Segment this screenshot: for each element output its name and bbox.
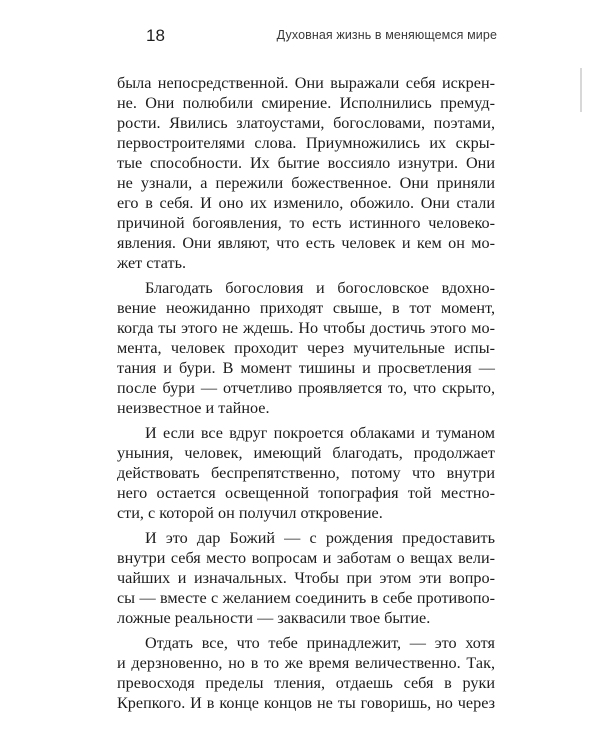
- text-line: явления. Они являют, что есть человек и кем он мо-: [117, 234, 495, 252]
- text-line: Крепкого. И в конце концов не ты говоришь, но через: [117, 694, 495, 712]
- paragraph: [117, 423, 495, 523]
- text-line: действовать беспрепятственно, потому что внутри: [117, 464, 495, 482]
- text-line: мента, человек проходит через мучительные испы-: [117, 339, 495, 357]
- text-line: сы — вместе с желанием соединить в себе противопо-: [117, 589, 495, 607]
- text-line: внутри себя место вопросам и заботам о вещах вели-: [117, 549, 495, 567]
- body-text: [117, 73, 495, 713]
- text-line: причиной богоявления, то есть истинного человеко-: [117, 214, 495, 232]
- text-line: первостроителями слова. Приумножились их скры-: [117, 134, 495, 152]
- paragraph: [117, 633, 495, 713]
- running-header: Духовная жизнь в меняющемся мире: [276, 28, 497, 42]
- text-line: Благодать богословия и богословское вдохно-: [145, 279, 495, 297]
- edge-mark-top: [580, 68, 582, 112]
- text-line: ложные реальности — заквасили твое бытие.: [117, 609, 431, 627]
- text-line: чайших и изначальных. Чтобы при этом эти вопро-: [117, 569, 495, 587]
- text-line: И если все вдруг покроется облаками и туманом: [145, 424, 495, 442]
- text-line: сти, с которой он получил откровение.: [117, 504, 383, 522]
- text-line: и дерзновенно, но в то же время величественно. Так,: [117, 654, 495, 672]
- text-line: после бури — отчетливо проявляется то, что скрыто,: [117, 379, 495, 397]
- text-line: когда ты этого не ждешь. Но чтобы достичь этого мо-: [117, 319, 495, 337]
- text-line: неизвестное и тайное.: [117, 399, 270, 417]
- text-line: И это дар Божий — с рождения предоставить: [145, 529, 495, 547]
- paragraph: [117, 73, 495, 273]
- page-number: 18: [146, 26, 165, 45]
- paragraph: [117, 278, 495, 418]
- text-line: не узнали, а пережили божественное. Они приняли: [117, 174, 495, 192]
- text-line: жет стать.: [117, 254, 187, 272]
- text-line: тания и бури. В момент тишины и просветления —: [117, 359, 495, 377]
- text-line: Отдать все, что тебе принадлежит, — это хотя: [145, 634, 495, 652]
- text-line: его в себя. И оно их изменило, обожило. Они стали: [117, 194, 495, 212]
- text-line: него остается освещенной топография той местно-: [117, 484, 495, 502]
- text-line: вение неожиданно приходят свыше, в тот момент,: [117, 299, 495, 317]
- text-line: превосходя пределы тления, отдаешь себя в руки: [117, 674, 495, 692]
- paragraph: [117, 528, 495, 628]
- text-line: уныния, человек, имеющий благодать, продолжает: [117, 444, 495, 462]
- text-line: не. Они полюбили смирение. Исполнились премуд-: [117, 94, 495, 112]
- text-line: тые способности. Их бытие воссияло изнутри. Они: [117, 154, 495, 172]
- text-line: была непосредственной. Они выражали себя искрен-: [117, 74, 495, 92]
- text-line: рости. Явились златоустами, богословами, поэтами,: [117, 114, 495, 132]
